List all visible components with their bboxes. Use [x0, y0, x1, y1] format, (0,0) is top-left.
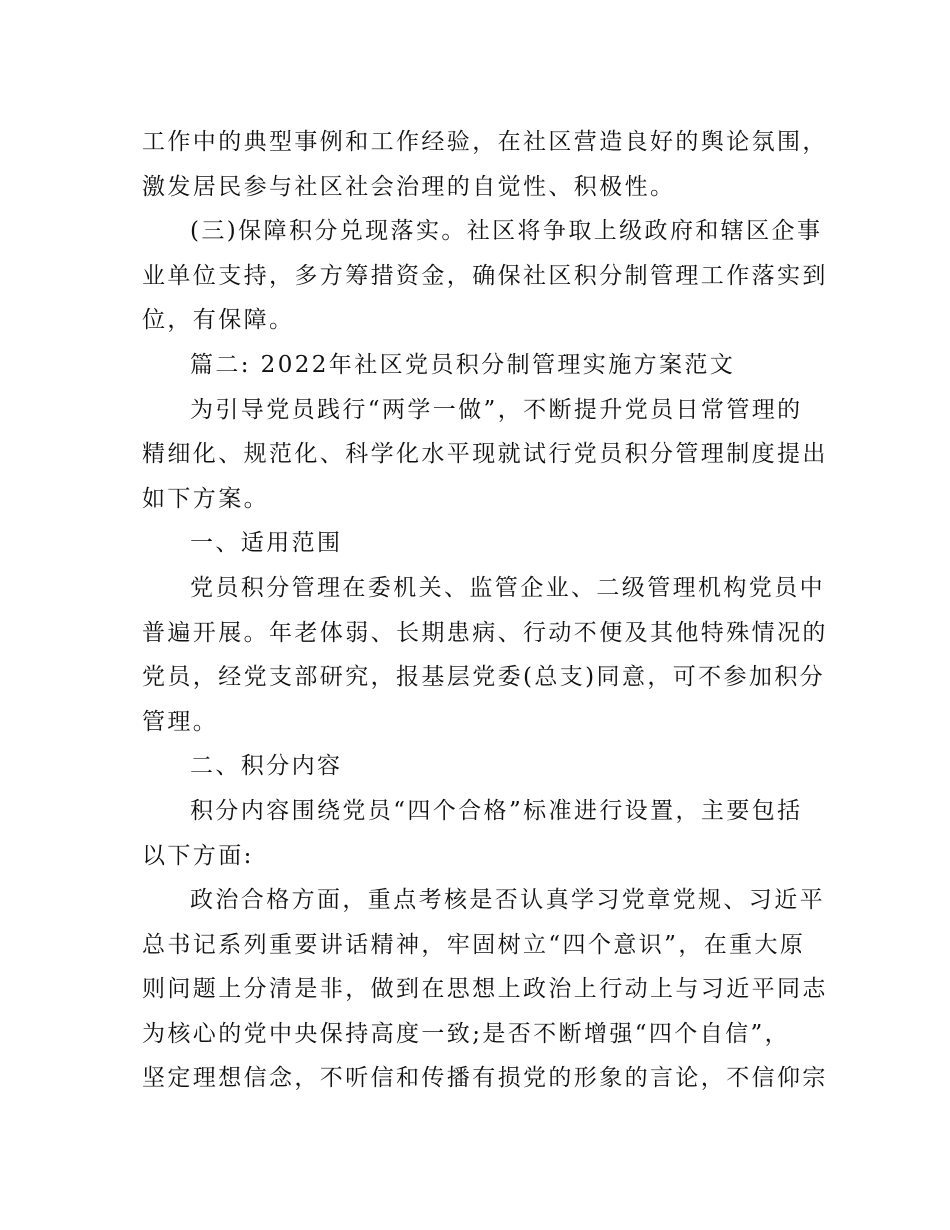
text-line: 党员，经党支部研究，报基层党委(总支)同意，可不参加积分 [142, 664, 826, 691]
text-line: 管理。 [142, 708, 219, 735]
text-line: 位，有保障。 [142, 307, 295, 334]
text-line: 精细化、规范化、科学化水平现就试行党员积分管理制度提出 [142, 441, 828, 468]
document-body [142, 120, 828, 1101]
text-line: 工作中的典型事例和工作经验，在社区营造良好的舆论氛围， [142, 129, 828, 155]
text-line: 二、积分内容 [190, 753, 343, 780]
text-line: 政治合格方面，重点考核是否认真学习党章党规、习近平 [190, 887, 825, 914]
text-line: 则问题上分清是非，做到在思想上政治上行动上与习近平同志 [142, 976, 828, 1003]
text-line: (三)保障积分兑现落实。社区将争取上级政府和辖区企事 [190, 218, 823, 245]
text-line: 为核心的党中央保持高度一致;是否不断增强“四个自信”， [142, 1020, 791, 1047]
text-line: 积分内容围绕党员“四个合格”标准进行设置，主要包括 [190, 797, 803, 824]
text-line: 坚定理想信念，不听信和传播有损党的形象的言论，不信仰宗 [142, 1065, 828, 1092]
text-line: 篇二: 2022年社区党员积分制管理实施方案范文 [190, 351, 736, 378]
text-line: 总书记系列重要讲话精神，牢固树立“四个意识”，在重大原 [142, 931, 806, 958]
text-line: 党员积分管理在委机关、监管企业、二级管理机构党员中 [190, 574, 825, 601]
text-line: 为引导党员践行“两学一做”，不断提升党员日常管理的 [190, 396, 803, 423]
text-line: 一、适用范围 [190, 530, 343, 557]
text-line: 激发居民参与社区社会治理的自觉性、积极性。 [142, 173, 676, 200]
text-line: 以下方面: [142, 842, 254, 869]
text-line: 业单位支持，多方筹措资金，确保社区积分制管理工作落实到 [142, 262, 828, 289]
text-line: 如下方案。 [142, 485, 269, 512]
text-line: 普遍开展。年老体弱、长期患病、行动不便及其他特殊情况的 [142, 619, 828, 646]
